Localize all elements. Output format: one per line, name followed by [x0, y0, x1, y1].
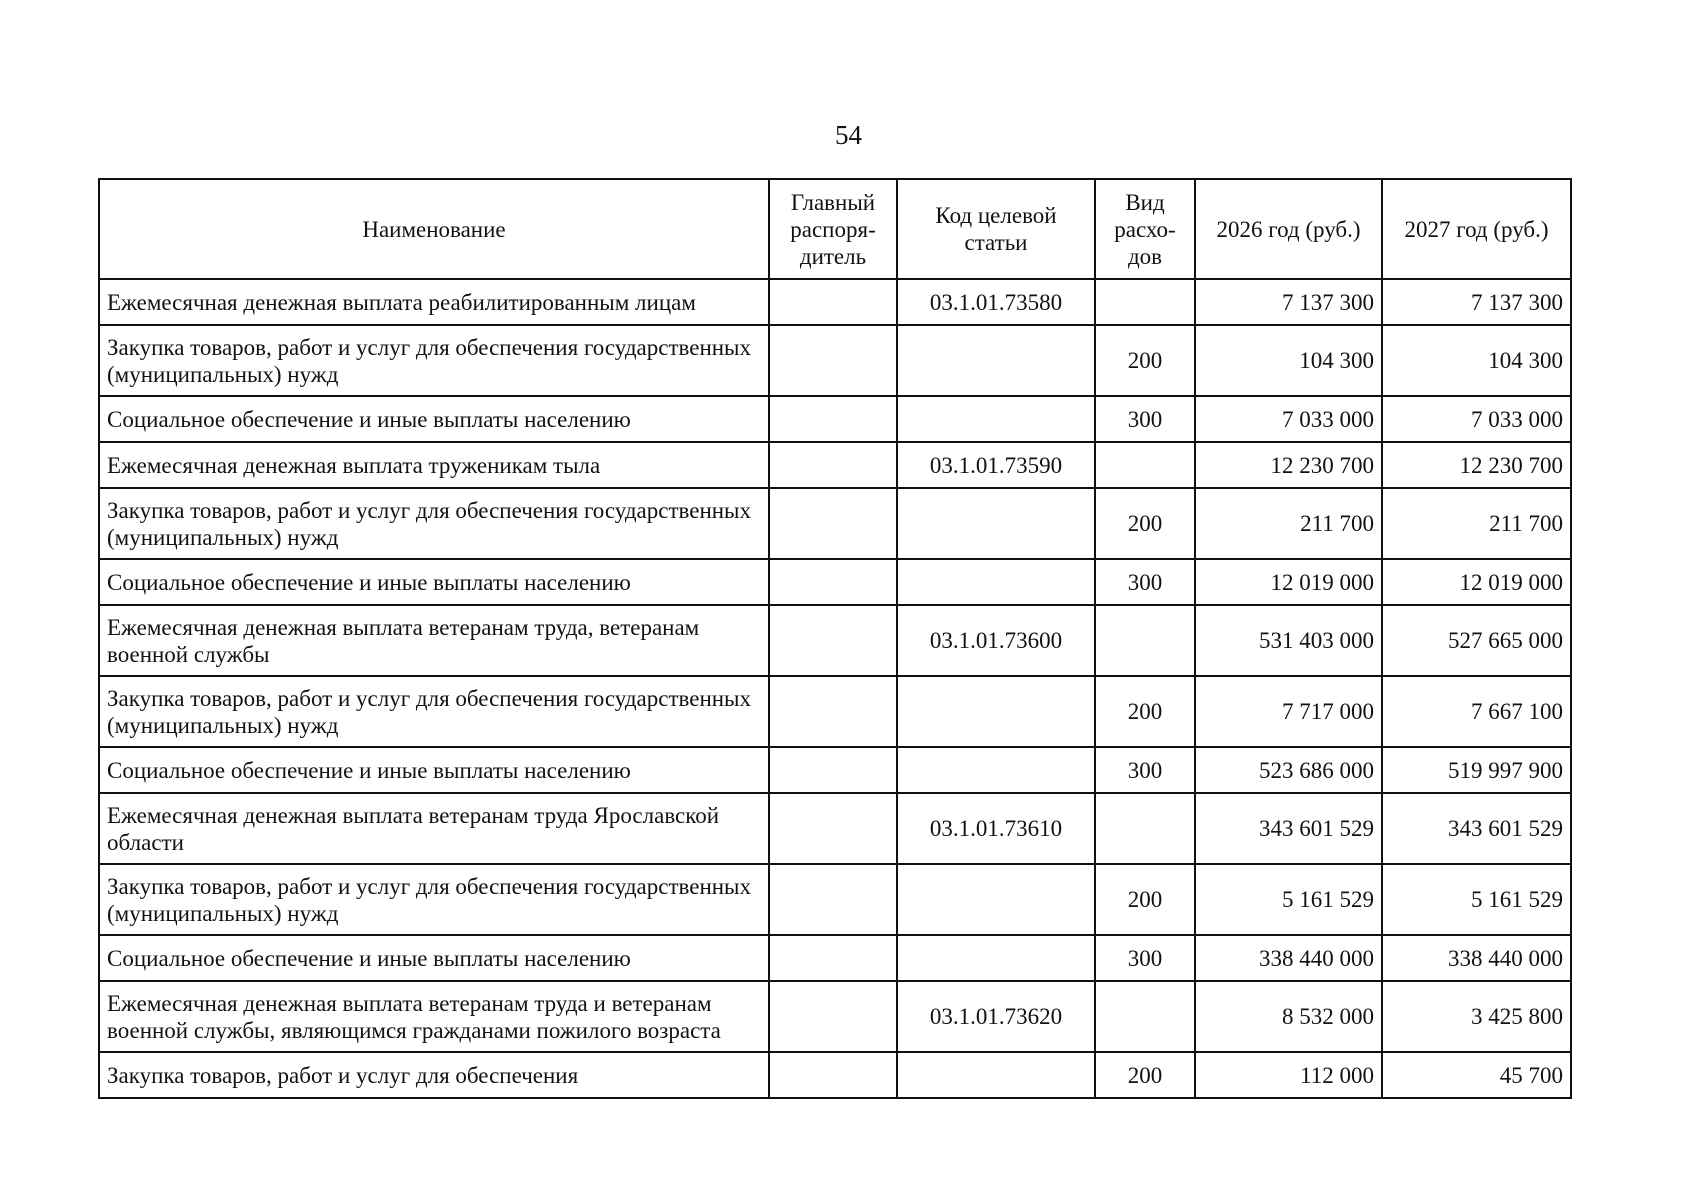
- cell-2026: 211 700: [1195, 488, 1382, 559]
- cell-name: Закупка товаров, работ и услуг для обеспечения: [99, 1052, 769, 1098]
- cell-manager: [769, 676, 897, 747]
- cell-2026: 5 161 529: [1195, 864, 1382, 935]
- cell-manager: [769, 793, 897, 864]
- cell-type: 200: [1095, 1052, 1195, 1098]
- cell-2026: 8 532 000: [1195, 981, 1382, 1052]
- cell-2027: 343 601 529: [1382, 793, 1571, 864]
- cell-manager: [769, 981, 897, 1052]
- cell-manager: [769, 442, 897, 488]
- cell-manager: [769, 935, 897, 981]
- cell-type: [1095, 279, 1195, 325]
- table-row: [99, 676, 1571, 747]
- table-row: [99, 981, 1571, 1052]
- cell-2026: 523 686 000: [1195, 747, 1382, 793]
- cell-code: [897, 325, 1095, 396]
- cell-name: Закупка товаров, работ и услуг для обеспечения государственных (муниципальных) нужд: [99, 676, 769, 747]
- cell-2026: 12 019 000: [1195, 559, 1382, 605]
- cell-type: 200: [1095, 864, 1195, 935]
- table-row: [99, 442, 1571, 488]
- cell-manager: [769, 747, 897, 793]
- cell-type: [1095, 981, 1195, 1052]
- table-row: [99, 559, 1571, 605]
- cell-manager: [769, 396, 897, 442]
- table-row: [99, 605, 1571, 676]
- table-header-row: [99, 179, 1571, 279]
- cell-type: 200: [1095, 488, 1195, 559]
- cell-name: Социальное обеспечение и иные выплаты населению: [99, 935, 769, 981]
- cell-2027: 7 667 100: [1382, 676, 1571, 747]
- cell-code: [897, 864, 1095, 935]
- cell-name: Закупка товаров, работ и услуг для обеспечения государственных (муниципальных) нужд: [99, 864, 769, 935]
- cell-2027: 5 161 529: [1382, 864, 1571, 935]
- cell-manager: [769, 559, 897, 605]
- cell-2027: 527 665 000: [1382, 605, 1571, 676]
- cell-type: [1095, 793, 1195, 864]
- cell-type: [1095, 442, 1195, 488]
- header-type: Вид расхо-дов: [1095, 179, 1195, 279]
- cell-code: 03.1.01.73580: [897, 279, 1095, 325]
- cell-manager: [769, 279, 897, 325]
- table-row: [99, 793, 1571, 864]
- cell-name: Ежемесячная денежная выплата ветеранам труда и ветеранам военной службы, являющимся гражданами пожилого возраста: [99, 981, 769, 1052]
- cell-name: Закупка товаров, работ и услуг для обеспечения государственных (муниципальных) нужд: [99, 488, 769, 559]
- table-row: [99, 864, 1571, 935]
- cell-manager: [769, 605, 897, 676]
- cell-2027: 211 700: [1382, 488, 1571, 559]
- cell-2026: 343 601 529: [1195, 793, 1382, 864]
- cell-code: [897, 676, 1095, 747]
- cell-code: [897, 488, 1095, 559]
- cell-code: [897, 747, 1095, 793]
- cell-2027: 12 019 000: [1382, 559, 1571, 605]
- cell-type: 200: [1095, 325, 1195, 396]
- budget-table: [98, 178, 1572, 1099]
- cell-type: 300: [1095, 935, 1195, 981]
- cell-code: [897, 1052, 1095, 1098]
- cell-code: 03.1.01.73610: [897, 793, 1095, 864]
- header-name: Наименование: [99, 179, 769, 279]
- cell-manager: [769, 325, 897, 396]
- cell-name: Социальное обеспечение и иные выплаты населению: [99, 396, 769, 442]
- cell-code: [897, 559, 1095, 605]
- header-2027: 2027 год (руб.): [1382, 179, 1571, 279]
- cell-manager: [769, 864, 897, 935]
- cell-2026: 7 137 300: [1195, 279, 1382, 325]
- cell-code: [897, 935, 1095, 981]
- cell-code: 03.1.01.73590: [897, 442, 1095, 488]
- cell-2026: 104 300: [1195, 325, 1382, 396]
- table-row: [99, 747, 1571, 793]
- cell-2026: 12 230 700: [1195, 442, 1382, 488]
- cell-2026: 338 440 000: [1195, 935, 1382, 981]
- header-manager: Главный распоря-дитель: [769, 179, 897, 279]
- table-row: [99, 488, 1571, 559]
- cell-2026: 7 717 000: [1195, 676, 1382, 747]
- cell-2026: 7 033 000: [1195, 396, 1382, 442]
- cell-2027: 7 033 000: [1382, 396, 1571, 442]
- cell-2027: 45 700: [1382, 1052, 1571, 1098]
- header-code: Код целевой статьи: [897, 179, 1095, 279]
- header-2026: 2026 год (руб.): [1195, 179, 1382, 279]
- cell-type: 300: [1095, 559, 1195, 605]
- cell-name: Закупка товаров, работ и услуг для обеспечения государственных (муниципальных) нужд: [99, 325, 769, 396]
- cell-manager: [769, 488, 897, 559]
- cell-name: Ежемесячная денежная выплата труженикам тыла: [99, 442, 769, 488]
- cell-code: 03.1.01.73600: [897, 605, 1095, 676]
- cell-name: Ежемесячная денежная выплата ветеранам труда, ветеранам военной службы: [99, 605, 769, 676]
- cell-type: 300: [1095, 396, 1195, 442]
- cell-type: 200: [1095, 676, 1195, 747]
- cell-2027: 519 997 900: [1382, 747, 1571, 793]
- table-row: [99, 325, 1571, 396]
- cell-2027: 3 425 800: [1382, 981, 1571, 1052]
- cell-name: Ежемесячная денежная выплата реабилитированным лицам: [99, 279, 769, 325]
- cell-type: 300: [1095, 747, 1195, 793]
- cell-code: 03.1.01.73620: [897, 981, 1095, 1052]
- cell-2027: 338 440 000: [1382, 935, 1571, 981]
- cell-2026: 112 000: [1195, 1052, 1382, 1098]
- cell-2026: 531 403 000: [1195, 605, 1382, 676]
- cell-name: Ежемесячная денежная выплата ветеранам труда Ярославской области: [99, 793, 769, 864]
- cell-2027: 104 300: [1382, 325, 1571, 396]
- cell-type: [1095, 605, 1195, 676]
- table-row: [99, 279, 1571, 325]
- cell-manager: [769, 1052, 897, 1098]
- cell-name: Социальное обеспечение и иные выплаты населению: [99, 559, 769, 605]
- cell-2027: 12 230 700: [1382, 442, 1571, 488]
- page-number: 54: [835, 120, 862, 150]
- table-row: [99, 935, 1571, 981]
- cell-code: [897, 396, 1095, 442]
- table-row: [99, 1052, 1571, 1098]
- cell-name: Социальное обеспечение и иные выплаты населению: [99, 747, 769, 793]
- table-row: [99, 396, 1571, 442]
- cell-2027: 7 137 300: [1382, 279, 1571, 325]
